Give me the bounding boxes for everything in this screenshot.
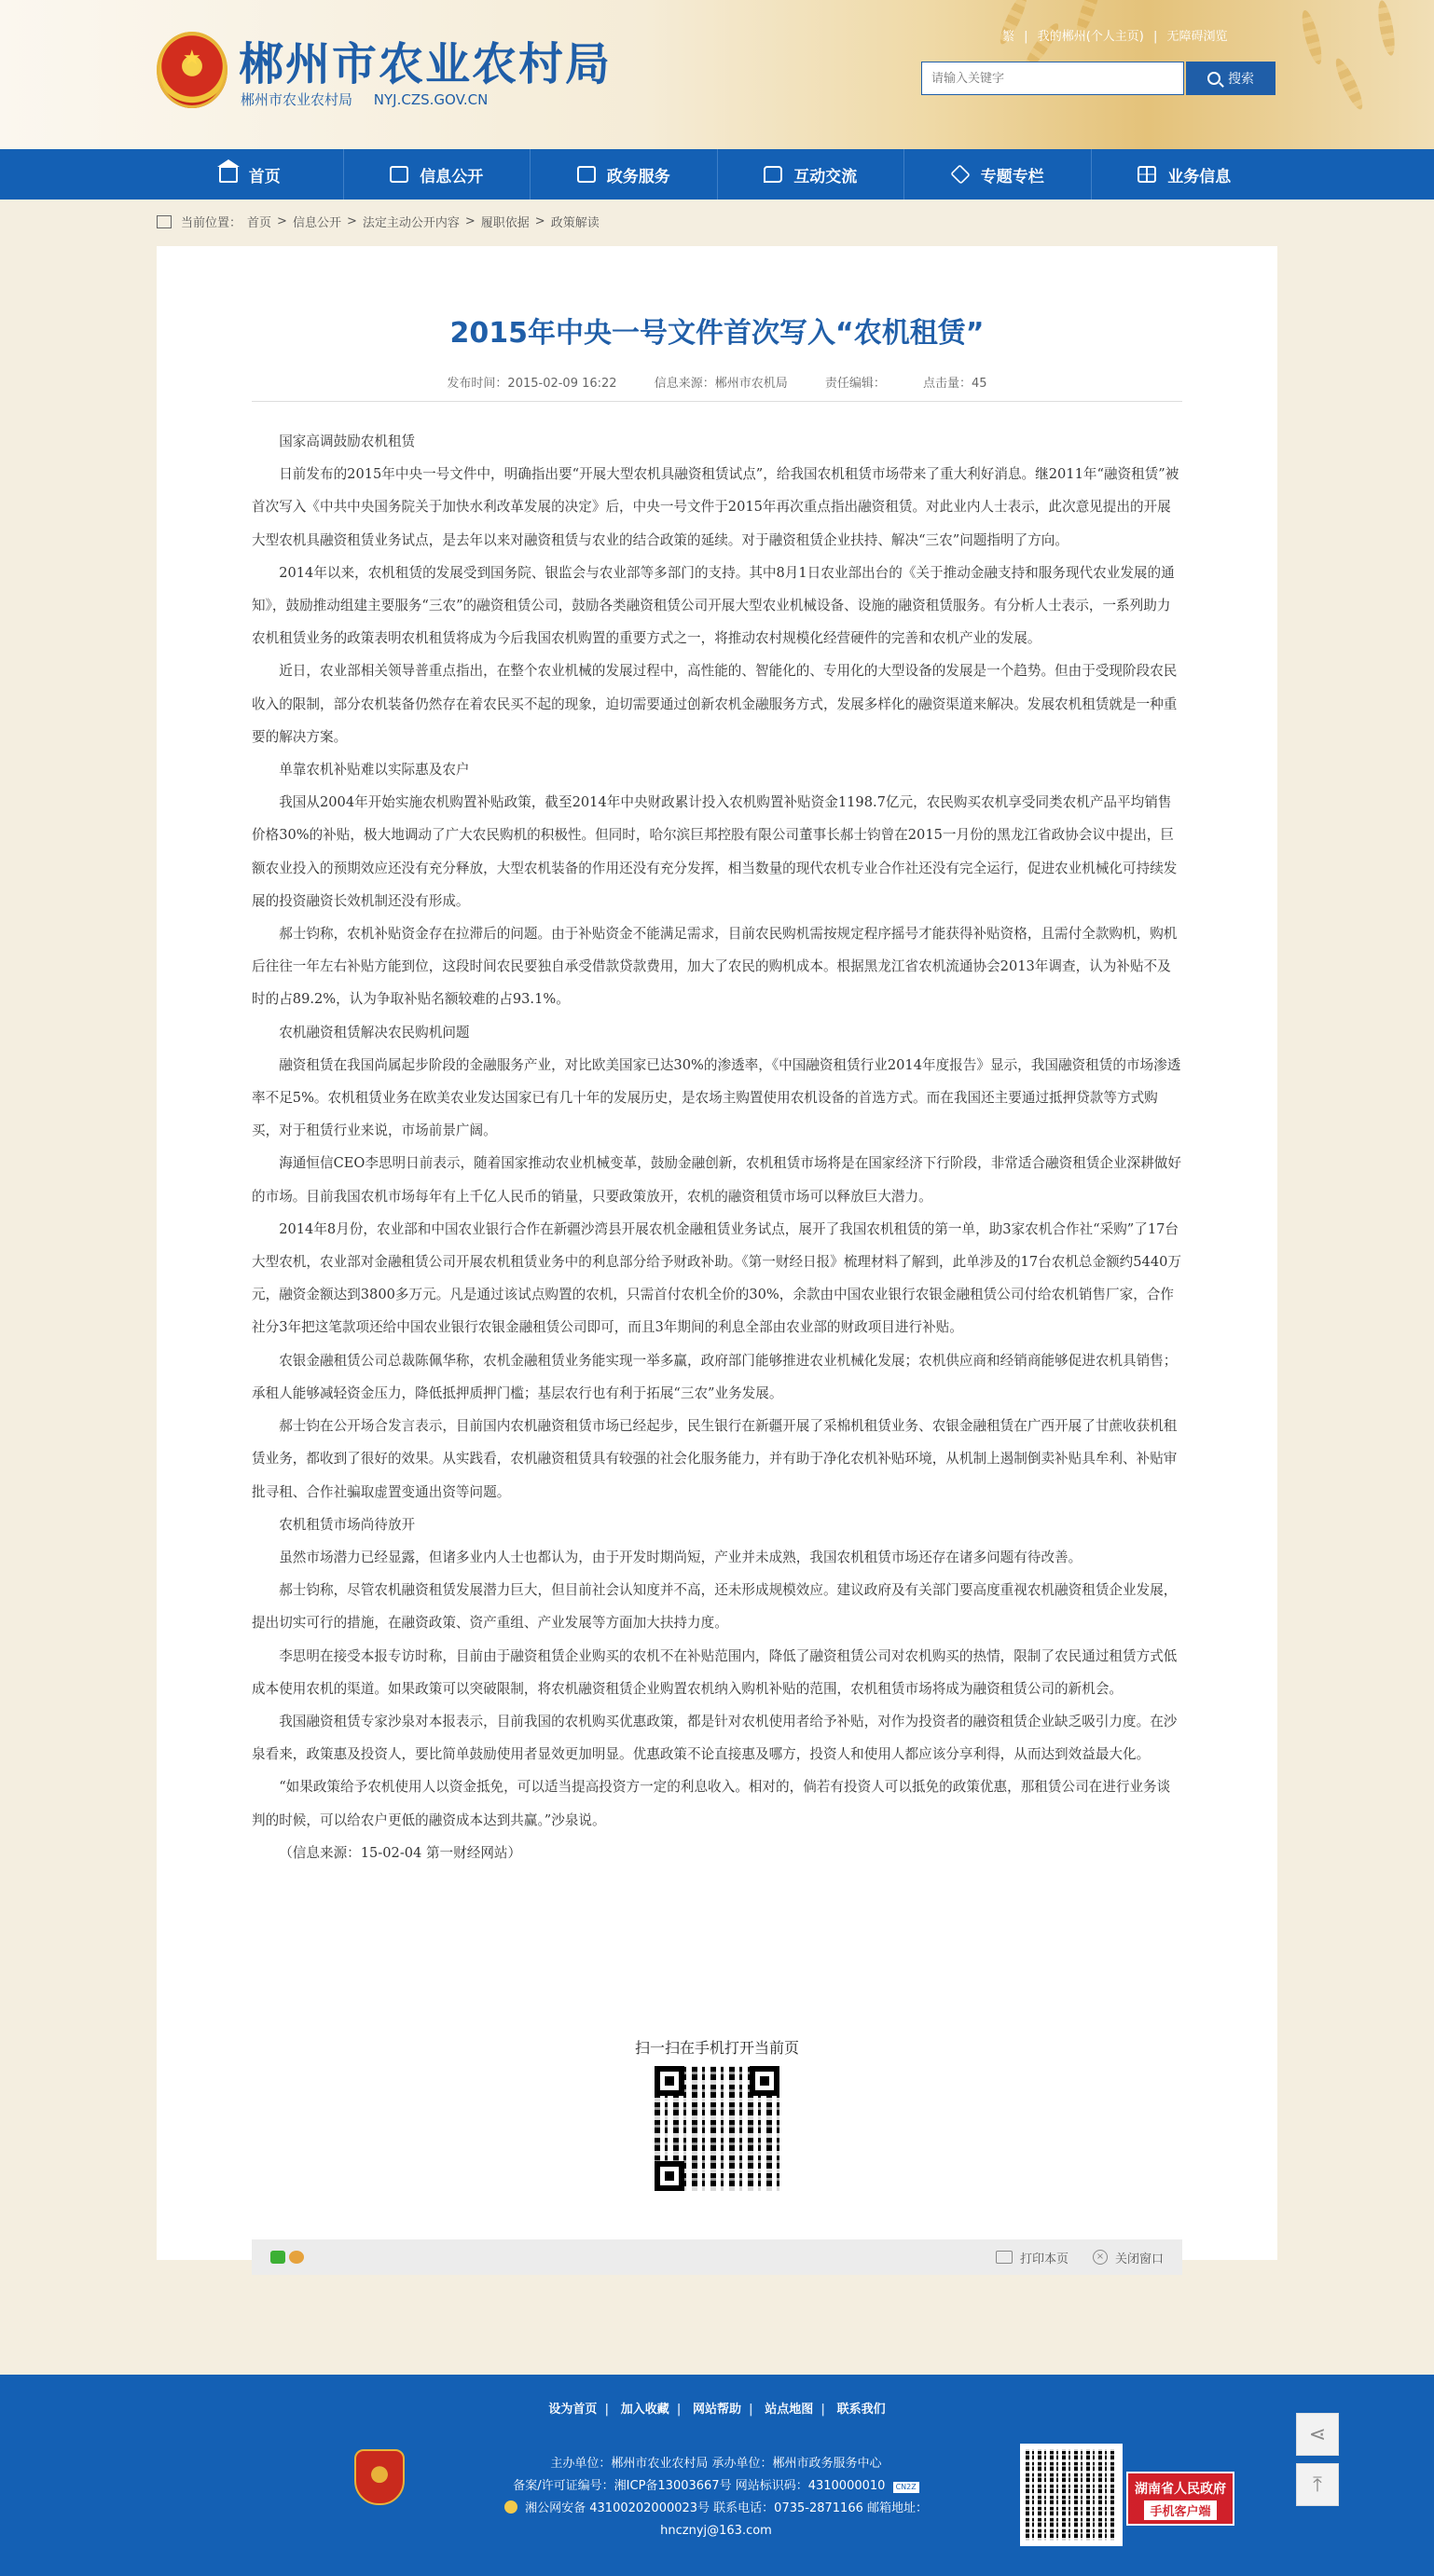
nav-label: 业务信息 <box>1167 167 1232 186</box>
edit-icon <box>577 166 596 183</box>
wheat-decoration <box>1331 56 1367 112</box>
print-label: 打印本页 <box>1019 2252 1069 2266</box>
view-count: 点击量：45 <box>923 377 987 391</box>
qr-caption: 扫一扫在手机打开当前页 <box>634 2039 799 2057</box>
article-paragraph: 2014年以来，农机租赁的发展受到国务院、银监会与农业部等多部门的支持。其中8月1日农业部出台的《关于推动金融支持和服务现代农业发展的通知》，鼓励推动组建主要服务“三农”的融资租赁公司，鼓励各类融资租赁公司开展大型农业机械设备、设施的融资租赁服务。有分析人士表示，一系列助力农机租赁业务的政策表明农机租赁将成为今后我国农机购置的重要方式之一，将推动农村规模化经营硬件的完善和农机产业的发展。 <box>252 564 1175 647</box>
national-emblem-icon[interactable] <box>157 32 228 108</box>
article-paragraph: 农银金融租赁公司总裁陈佩华称，农机金融租赁业务能实现一举多赢，政府部门能够推进农业机械化发展；农机供应商和经销商能够促进农机具销售；承租人能够减轻资金压力，降低抵押质押门槛；基层农行也有利于拓展“三农”业务发展。 <box>252 1352 1178 1401</box>
article-paragraph: 农机租赁市场尚待放开 <box>279 1516 416 1533</box>
share-icons <box>270 2251 304 2264</box>
article-title: 2015年中央一号文件首次写入“农机租赁” <box>449 317 985 350</box>
chat-icon <box>764 166 782 183</box>
breadcrumb-sep: > <box>534 214 545 228</box>
divider <box>252 401 1182 402</box>
article-paragraph: 虽然市场潜力已经显露，但诸多业内人士也都认为，由于开发时期尚短，产业并未成熟，我国农机租赁市场还存在诸多问题有待改善。 <box>279 1549 1082 1565</box>
search-button[interactable] <box>1186 62 1275 95</box>
accessibility-link[interactable]: 无障碍浏览 <box>1166 30 1228 44</box>
article-paragraph: 国家高调鼓励农机租赁 <box>279 434 416 449</box>
nav-item-special-topics[interactable] <box>904 149 1092 200</box>
footer-email: hncznyj@163.com <box>660 2524 772 2538</box>
nav-label: 信息公开 <box>420 167 484 186</box>
info-source: 信息来源：郴州市农机局 <box>654 377 788 391</box>
printer-icon <box>996 2251 1013 2264</box>
article-paragraph: 郝士钧称，农机补贴资金存在拉滞后的问题。由于补贴资金不能满足需求，目前农民购机需按规定程序摇号才能获得补贴资格，且需付全款购机，购机后往往一年左右补贴方能到位，这段时间农民要独自承受借款贷款费用，加大了农民的购机成本。根据黑龙江省农机流通协会2013年调查，认为补贴不及时的占89.2%，认为争取补贴名额较难的占93.1%。 <box>252 926 1178 1008</box>
breadcrumb-item[interactable]: 信息公开 <box>292 216 341 230</box>
breadcrumb-sep: > <box>464 214 476 228</box>
breadcrumb-sep: > <box>346 214 357 228</box>
footer-police <box>492 2498 940 2520</box>
main-nav <box>0 149 1434 200</box>
article-paragraph: 日前发布的2015年中央一号文件中，明确指出要“开展大型农机具融资租赁试点”，给我国农机租赁市场带来了重大利好消息。继2011年“融资租赁”被首次写入《中共中央国务院关于加快水利改革发展的决定》后，中央一号文件于2015年再次重点指出融资租赁。对此业内人士表示，此次意见提出的开展大型农机具融资租赁业务试点，是去年以来对融资租赁与农业的结合政策的延续。对于融资租赁企业扶持、解决“三农”问题指明了方向。 <box>252 466 1179 548</box>
nav-item-info-disclosure[interactable] <box>344 149 531 200</box>
close-icon: × <box>1093 2250 1108 2265</box>
breadcrumb-item[interactable]: 首页 <box>247 216 272 230</box>
nav-item-gov-service[interactable] <box>531 149 718 200</box>
site-footer <box>0 2375 1434 2576</box>
footer-police-text[interactable]: 湘公网安备 43100202000023号 联系电话：0735-2871166 邮箱地址： <box>525 2501 928 2515</box>
top-link-sep: | <box>1152 30 1158 44</box>
close-label: 关闭窗口 <box>1114 2252 1164 2266</box>
layers-icon <box>950 164 970 184</box>
article-body <box>252 425 1182 1869</box>
footer-link-sitemap[interactable]: 站点地图 <box>765 2403 814 2417</box>
share-float-button[interactable] <box>1296 2413 1339 2456</box>
footer-link-contact[interactable]: 联系我们 <box>836 2403 886 2417</box>
gov-app-title: 湖南省人民政府 <box>1135 2482 1226 2497</box>
nav-label: 政务服务 <box>606 167 670 186</box>
article-paragraph: 融资租赁在我国尚属起步阶段的金融服务产业，对比欧美国家已达30%的渗透率，《中国融资租赁行业2014年度报告》显示，我国融资租赁的市场渗透率不足5%。农机租赁业务在欧美农业发达国家已有几十年的发展历史，是农场主购置使用农机设备的首选方式。而在我国还主要通过抵押贷款等方式购买，对于租赁行业来说，市场前景广阔。 <box>252 1056 1181 1139</box>
article-meta <box>157 373 1277 391</box>
article-paragraph: 单靠农机补贴难以实际惠及农户 <box>279 762 470 778</box>
wheat-decoration <box>1375 0 1398 57</box>
breadcrumb <box>157 213 600 230</box>
article-paragraph: （信息来源：15-02-04 第一财经网站） <box>279 1844 522 1861</box>
editor: 责任编辑： <box>824 377 886 391</box>
search-button-label: 搜索 <box>1228 71 1254 86</box>
breadcrumb-prefix: 当前位置： <box>181 216 242 230</box>
publish-time: 发布时间：2015-02-09 16:22 <box>447 377 617 391</box>
footer-info <box>492 2453 940 2542</box>
wechat-share-icon[interactable] <box>270 2251 285 2264</box>
back-to-top-button[interactable] <box>1296 2463 1339 2506</box>
article-paragraph: “如果政策给予农机使用人以资金抵免，可以适当提高投资方一定的利息收入。相对的，倘若有投资人可以抵免的政策优惠，那租赁公司在进行业务谈判的时候，可以给农户更低的融资成本达到共赢。”沙泉说。 <box>252 1779 1171 1828</box>
share-bar <box>252 2239 1182 2275</box>
article-container <box>157 246 1277 2260</box>
weibo-share-icon[interactable] <box>289 2251 304 2264</box>
wheat-decoration <box>1298 8 1325 66</box>
top-links <box>1002 26 1234 44</box>
search-input[interactable] <box>921 62 1184 95</box>
footer-link-help[interactable]: 网站帮助 <box>692 2403 741 2417</box>
traditional-chinese-link[interactable]: 繁 <box>1002 30 1015 44</box>
footer-links: 设为首页 | 加入收藏 | 网站帮助 | 站点地图 | 联系我们 <box>548 2403 886 2417</box>
party-gov-error-logo-icon[interactable] <box>354 2449 405 2505</box>
article-paragraph: 农机融资租赁解决农民购机问题 <box>279 1024 470 1040</box>
page-qr-code <box>655 2066 779 2191</box>
site-sub-name: 郴州市农业农村局 <box>241 91 353 108</box>
nav-item-home[interactable] <box>157 149 344 200</box>
nav-label: 互动交流 <box>793 167 858 186</box>
home-icon <box>219 166 238 183</box>
nav-label: 首页 <box>248 167 281 186</box>
article-paragraph: 我国融资租赁专家沙泉对本报表示，目前我国的农机购买优惠政策，都是针对农机使用者给予补贴，对作为投资者的融资租赁企业缺乏吸引力度。在沙泉看来，政策惠及投资人，要比简单鼓励使用者显效更加明显。优惠政策不论直接惠及哪方，投资人和使用人都应该分享利得，从而达到效益最大化。 <box>252 1713 1178 1763</box>
footer-link-set-home[interactable]: 设为首页 <box>548 2403 598 2417</box>
nav-item-business-info[interactable] <box>1092 149 1278 200</box>
footer-link-favorite[interactable]: 加入收藏 <box>620 2403 669 2417</box>
article-paragraph: 近日，农业部相关领导普重点指出，在整个农业机械的发展过程中，高性能的、智能化的、专用化的大型设备的发展是一个趋势。但由于受现阶段农民收入的限制，部分农机装备仍然存在着农民买不起的现象，迫切需要通过创新农机金融服务方式，发展多样化的融资渠道来解决。发展农机租赁就是一种重要的解决方案。 <box>252 663 1178 745</box>
footer-icp <box>492 2475 940 2498</box>
print-button[interactable] <box>996 2249 1069 2266</box>
site-title[interactable]: 郴州市农业农村局 <box>239 38 613 90</box>
article-paragraph: 海通恒信CEO李思明日前表示，随着国家推动农业机械变革，鼓励金融创新，农机租赁市场将是在国家经济下行阶段，非常适合融资租赁企业深耕做好的市场。目前我国农机市场每年有上千亿人民币的销量，只要政策放开，农机的融资租赁市场可以释放巨大潜力。 <box>252 1155 1181 1205</box>
search-icon <box>1207 72 1220 85</box>
footer-qr-code <box>1020 2444 1123 2546</box>
breadcrumb-sep: > <box>277 214 287 228</box>
nav-item-interaction[interactable] <box>718 149 905 200</box>
close-window-button[interactable] <box>1093 2249 1164 2266</box>
arrow-up-icon: ⤒ <box>1313 2473 1322 2497</box>
footer-icp-text[interactable]: 备案/许可证编号：湘ICP备13003667号 网站标识码：4310000010 <box>513 2479 886 2493</box>
gov-app-sub: 手机客户端 <box>1144 2500 1216 2520</box>
breadcrumb-item[interactable]: 政策解读 <box>550 216 600 230</box>
share-icon: ⋖ <box>1308 2422 1327 2446</box>
document-icon <box>390 166 408 183</box>
article-paragraph: 郝士钧在公开场合发言表示，目前国内农机融资租赁市场已经起步，民生银行在新疆开展了采棉机租赁业务、农银金融租赁在广西开展了甘蔗收获机租赁业务，都收到了很好的效果。从实践看，农机融资租赁具有较强的社会化服务能力，并有助于净化农机补贴环境，从机制上遏制倒卖补贴具牟利、补贴审批寻租、合作社骗取虚置变通出资等问题。 <box>252 1418 1178 1500</box>
home-icon <box>157 215 172 228</box>
site-subtitle <box>241 90 504 109</box>
nav-label: 专题专栏 <box>980 167 1044 186</box>
police-badge-icon <box>504 2500 517 2514</box>
site-header <box>0 0 1434 149</box>
article-paragraph: 郝士钧称，尽管农机融资租赁发展潜力巨大，但目前社会认知度并不高，还未形成规模效应。建议政府及有关部门要高度重视农机融资租赁企业发展，提出切实可行的措施，在融资政策、资产重组、产业发展等方面加大扶持力度。 <box>252 1582 1178 1632</box>
hunan-gov-app-badge[interactable] <box>1126 2472 1234 2526</box>
footer-host: 主办单位：郴州市农业农村局 承办单位：郴州市政务服务中心 <box>550 2457 882 2471</box>
ccm-badge-icon: CN2Z <box>893 2482 919 2493</box>
article-paragraph: 我国从2004年开始实施农机购置补贴政策，截至2014年中央财政累计投入农机购置补贴资金1198.7亿元，农民购买农机享受同类农机产品平均销售价格30%的补贴，极大地调动了广大农民购机的积极性。但同时，哈尔滨巨邦控股有限公司董事长郝士钧曾在2015一月份的黑龙江省政协会议中提出，巨额农业投入的预期效应还没有充分释放，大型农机装备的作用还没有充分发挥，相当数量的现代农机专业合作社还没有完全运行，促进农业机械化可持续发展的投资融资长效机制还没有形成。 <box>252 794 1178 909</box>
article-paragraph: 李思明在接受本报专访时称，目前由于融资租赁企业购买的农机不在补贴范围内，降低了融资租赁公司对农机购买的热情，限制了农民通过租赁方式低成本使用农机的渠道。如果政策可以突破限制，将农机融资租赁企业购置农机纳入购机补贴的范围，农机租赁市场将成为融资租赁公司的新机会。 <box>252 1647 1178 1697</box>
article-paragraph: 2014年8月份，农业部和中国农业银行合作在新疆沙湾县开展农机金融租赁业务试点，展开了我国农机租赁的第一单，助3家农机合作社“采购”了17台大型农机，农业部对金融租赁公司开展农机租赁业务中的利息部分给予财政补助。《第一财经日报》梳理材料了解到，此单涉及的17台农机总金额约5440万元，融资金额达到3800多万元。凡是通过该试点购置的农机，只需首付农机全价的30%，余款由中国农业银行农银金融租赁公司付给农机销售厂家，合作社分3年把这笔款项还给中国农业银行农银金融租赁公司即可，而且3年期间的利息全部由农业部的财政项目进行补贴。 <box>252 1220 1182 1336</box>
site-domain: NYJ.CZS.GOV.CN <box>373 91 489 108</box>
my-chenzhou-link[interactable]: 我的郴州(个人主页) <box>1037 30 1144 44</box>
breadcrumb-item[interactable]: 履职依据 <box>480 216 530 230</box>
breadcrumb-item[interactable]: 法定主动公开内容 <box>362 216 460 230</box>
top-link-sep: | <box>1024 30 1028 44</box>
grid-icon <box>1138 166 1156 183</box>
